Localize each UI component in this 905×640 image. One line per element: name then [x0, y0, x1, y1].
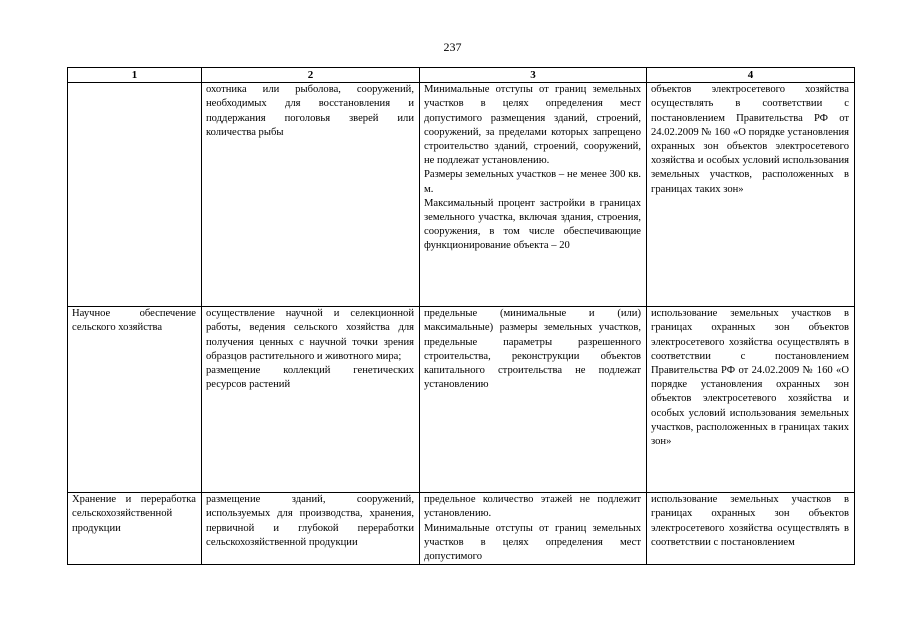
- column-header-3: 3: [420, 68, 647, 83]
- cell-text: объектов электросетевого хозяйства осуществлять в соответствии с постановлением Правительства РФ от 24.02.2009 № 160 «О порядке установления охранных зон объектов электросетевого хозяйства и особых условий использования земельных участков, расположенных в границах таких зон»: [651, 84, 849, 195]
- table-row: [68, 307, 855, 493]
- table-cell: [68, 493, 202, 565]
- cell-text: охотника или рыболова, сооружений, необходимых для восстановления и поддержания поголовья зверей или количества рыбы: [206, 84, 414, 138]
- cell-text: размещение зданий, сооружений, используемых для производства, хранения, первичной и глубокой переработки сельскохозяйственной продукции: [206, 494, 414, 548]
- table-cell: [68, 307, 202, 493]
- table-cell: [202, 307, 420, 493]
- cell-text: использование земельных участков в границах охранных зон объектов электросетевого хозяйства осуществлять в соответствии с постановлением: [651, 494, 849, 548]
- cell-text: осуществление научной и селекционной работы, ведения сельского хозяйства для получения ценных с научной точки зрения образцов растительного и животного мира; размещение коллекций генетических ресурсов растений: [206, 308, 414, 391]
- table-cell: [647, 307, 855, 493]
- regulations-table: [67, 67, 855, 565]
- table-cell: [68, 83, 202, 307]
- page-number: 237: [443, 40, 462, 54]
- cell-text: Минимальные отступы от границ земельных участков в целях определения мест допустимого размещения зданий, строений, сооружений, за пределами которых запрещено строительство зданий, строений, сооружений, не подлежат установлению. Размеры земельных участков – не менее 300 кв. м. Максимальный процент застройки в границах земельного участка, включая здания, строения, сооружения, в том числе обеспечивающие функционирование объекта – 20: [424, 84, 641, 252]
- table-row: [68, 83, 855, 307]
- table-cell: [202, 493, 420, 565]
- table-cell: [647, 83, 855, 307]
- table-header-row: [68, 68, 855, 83]
- column-header-4: 4: [647, 68, 855, 83]
- table-cell: [420, 83, 647, 307]
- table-cell: [420, 493, 647, 565]
- cell-text: предельное количество этажей не подлежит установлению. Минимальные отступы от границ земельных участков в целях определения мест допустимого: [424, 494, 641, 563]
- table-cell: [202, 83, 420, 307]
- cell-text: использование земельных участков в границах охранных зон объектов электросетевого хозяйства осуществлять в соответствии с постановлением Правительства РФ от 24.02.2009 № 160 «О порядке установления охранных зон объектов электросетевого хозяйства и особых условий использования земельных участков, расположенных в границах таких зон»: [651, 308, 849, 448]
- cell-text: Научное обеспечение сельского хозяйства: [72, 308, 196, 334]
- cell-text: Хранение и переработка сельскохозяйственной продукции: [72, 494, 196, 534]
- column-header-1: 1: [68, 68, 202, 83]
- cell-text: предельные (минимальные и (или) максимальные) размеры земельных участков, предельные параметры разрешенного строительства, реконструкции объектов капитального строительства не подлежат установлению: [424, 308, 641, 391]
- table-cell: [420, 307, 647, 493]
- table-cell: [647, 493, 855, 565]
- table-row: [68, 493, 855, 565]
- column-header-2: 2: [202, 68, 420, 83]
